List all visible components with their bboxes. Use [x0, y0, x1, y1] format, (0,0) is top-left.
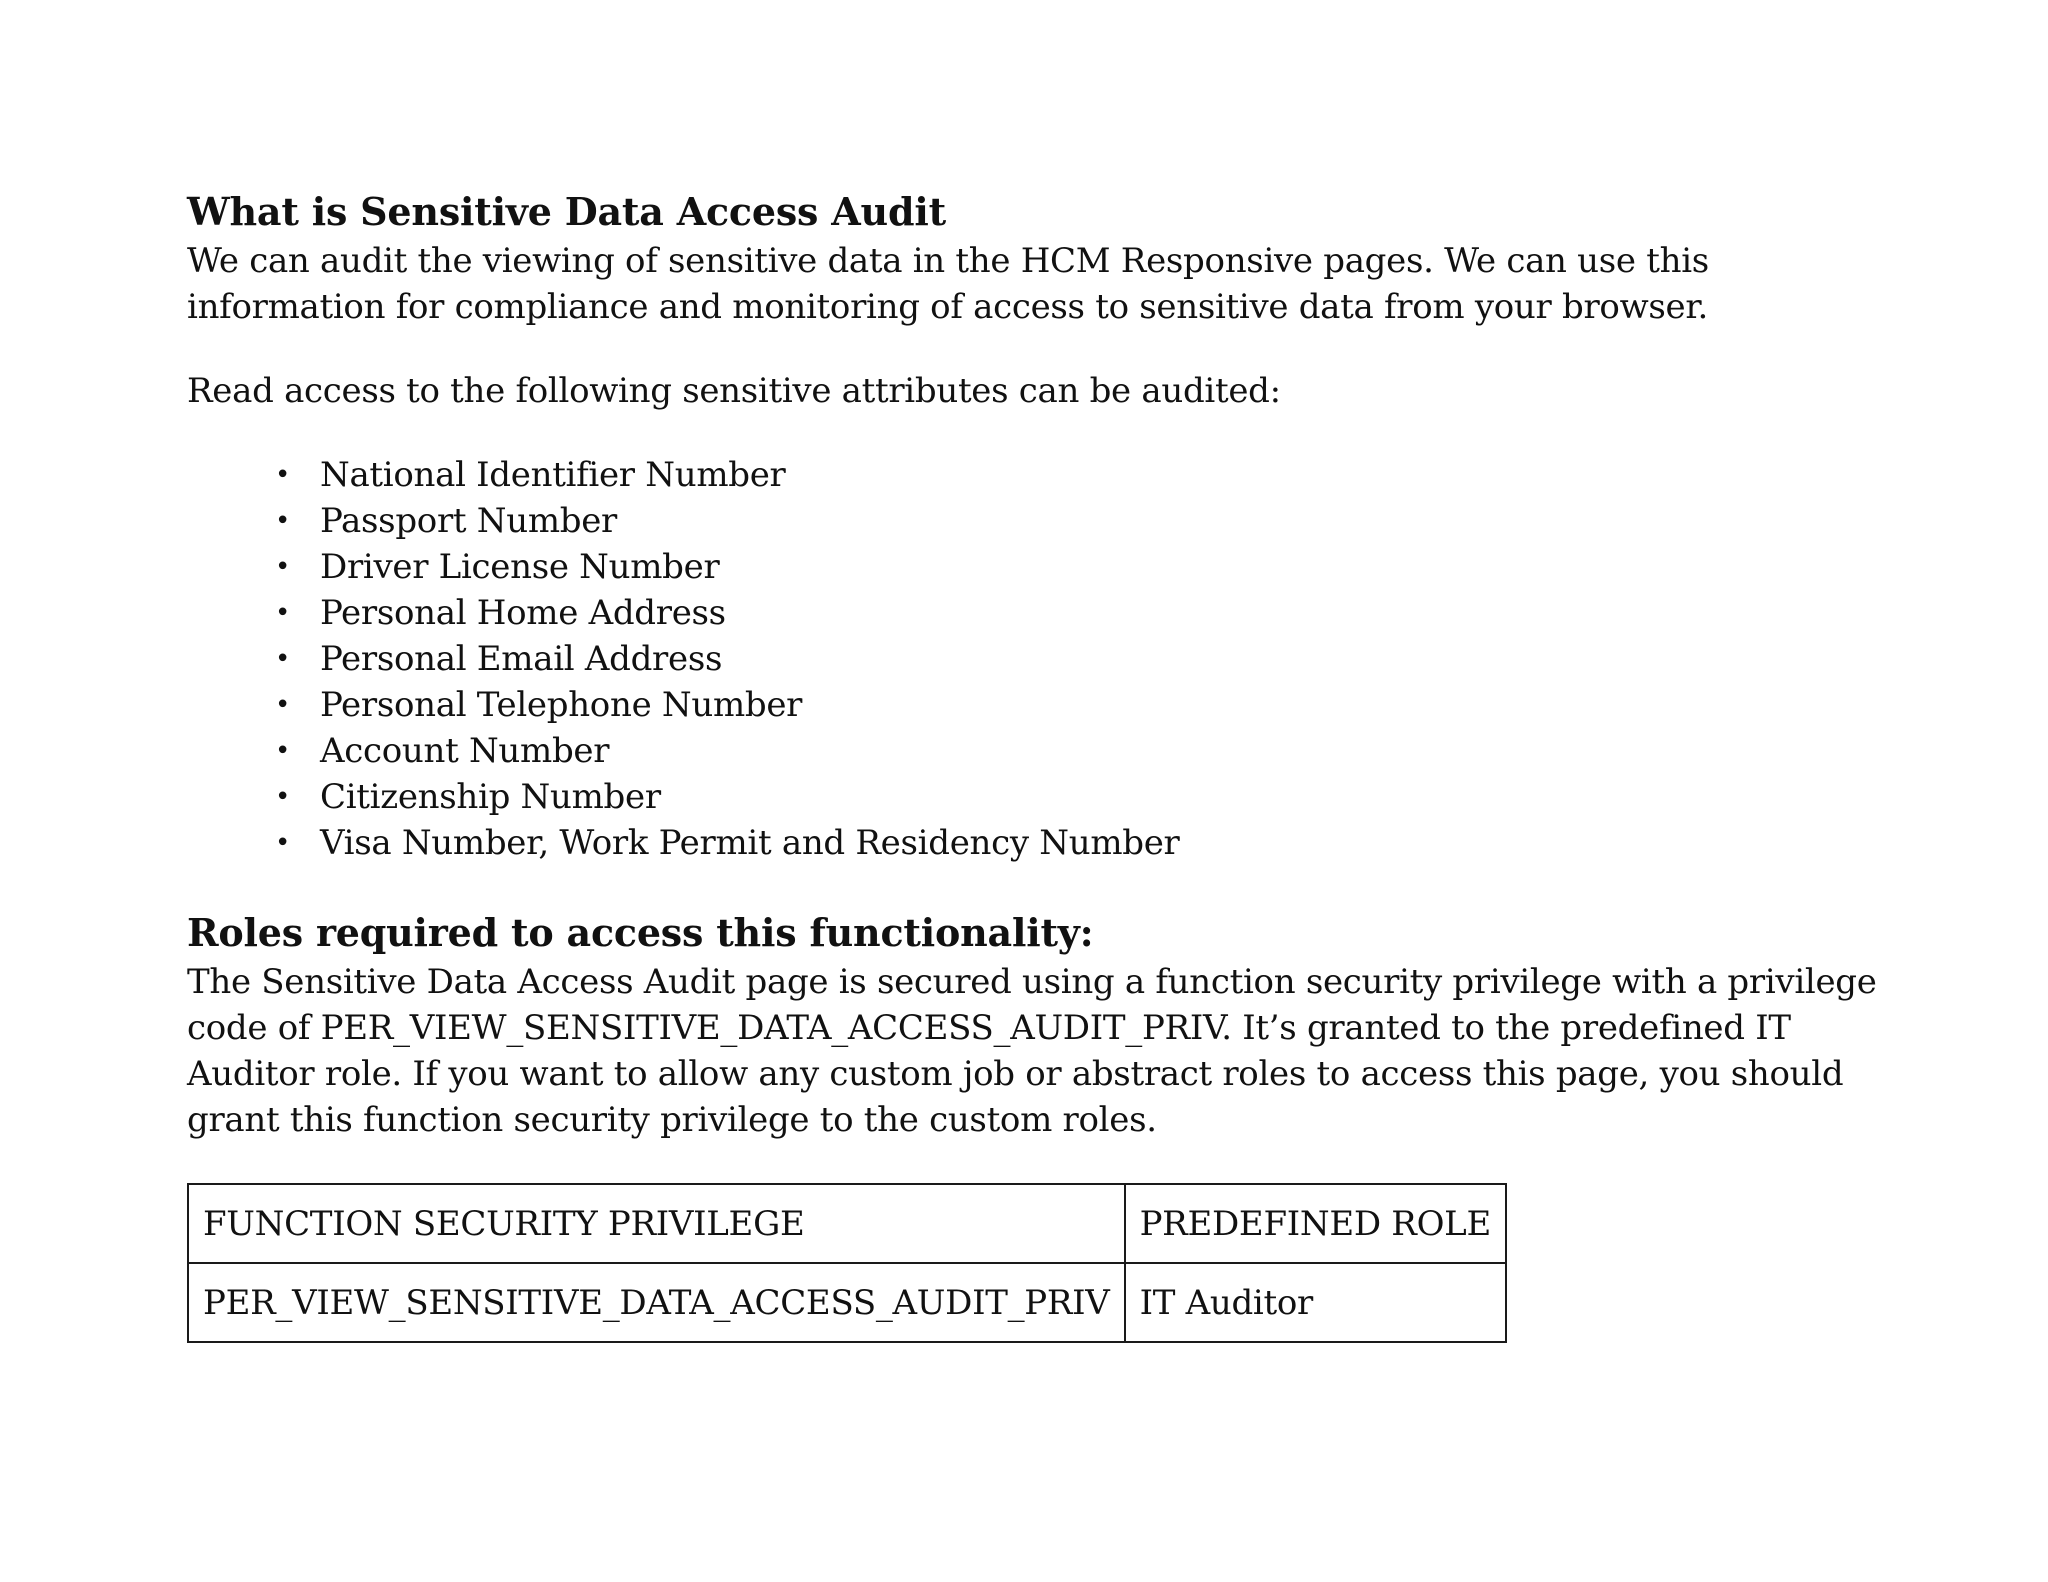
- list-item: [187, 682, 1887, 728]
- list-item: [187, 728, 1887, 774]
- sensitive-attributes-list: [187, 452, 1887, 866]
- table-header-cell: FUNCTION SECURITY PRIVILEGE: [188, 1184, 1125, 1263]
- list-item-label: Account Number: [320, 731, 610, 771]
- list-item: [187, 636, 1887, 682]
- table-header-cell: PREDEFINED ROLE: [1125, 1184, 1506, 1263]
- list-item-label: National Identifier Number: [320, 455, 786, 495]
- document-page: [187, 188, 1887, 1343]
- list-item: [187, 590, 1887, 636]
- bullet-icon: •: [275, 828, 291, 858]
- bullet-icon: •: [275, 460, 291, 490]
- list-item-label: Personal Email Address: [320, 639, 723, 679]
- list-item-label: Citizenship Number: [320, 777, 661, 817]
- list-item: [187, 774, 1887, 820]
- bullet-icon: •: [275, 552, 291, 582]
- list-item-label: Personal Home Address: [320, 593, 726, 633]
- list-item-label: Personal Telephone Number: [320, 685, 803, 725]
- bullet-icon: •: [275, 598, 291, 628]
- read-access-paragraph: Read access to the following sensitive attributes can be audited:: [187, 371, 1281, 411]
- bullet-icon: •: [275, 736, 291, 766]
- bullet-icon: •: [275, 644, 291, 674]
- table-cell: IT Auditor: [1125, 1263, 1506, 1342]
- table-header-row: [188, 1184, 1506, 1263]
- privilege-table: [187, 1183, 1507, 1343]
- intro-paragraph: We can audit the viewing of sensitive data in the HCM Responsive pages. We can use this information for compliance and monitoring of access to sensitive data from your browser.: [187, 241, 1709, 327]
- roles-paragraph: The Sensitive Data Access Audit page is secured using a function security privilege with a privilege code of PER_VIEW_SENSITIVE_DATA_ACCESS_AUDIT_PRIV. It’s granted to the predefined IT Auditor role. If you want to allow any custom job or abstract roles to access this page, you should grant this function security privilege to the custom roles.: [187, 962, 1877, 1140]
- list-item: [187, 544, 1887, 590]
- list-item: [187, 452, 1887, 498]
- list-item-label: Passport Number: [320, 501, 618, 541]
- list-item: [187, 498, 1887, 544]
- table-row: [188, 1263, 1506, 1342]
- list-item-label: Visa Number, Work Permit and Residency Number: [320, 823, 1180, 863]
- section-heading-what-is: What is Sensitive Data Access Audit: [187, 189, 946, 234]
- section-heading-roles: Roles required to access this functionality:: [187, 910, 1094, 955]
- bullet-icon: •: [275, 690, 291, 720]
- list-item-label: Driver License Number: [320, 547, 720, 587]
- bullet-icon: •: [275, 782, 291, 812]
- table-cell: PER_VIEW_SENSITIVE_DATA_ACCESS_AUDIT_PRIV: [188, 1263, 1125, 1342]
- list-item: [187, 820, 1887, 866]
- bullet-icon: •: [275, 506, 291, 536]
